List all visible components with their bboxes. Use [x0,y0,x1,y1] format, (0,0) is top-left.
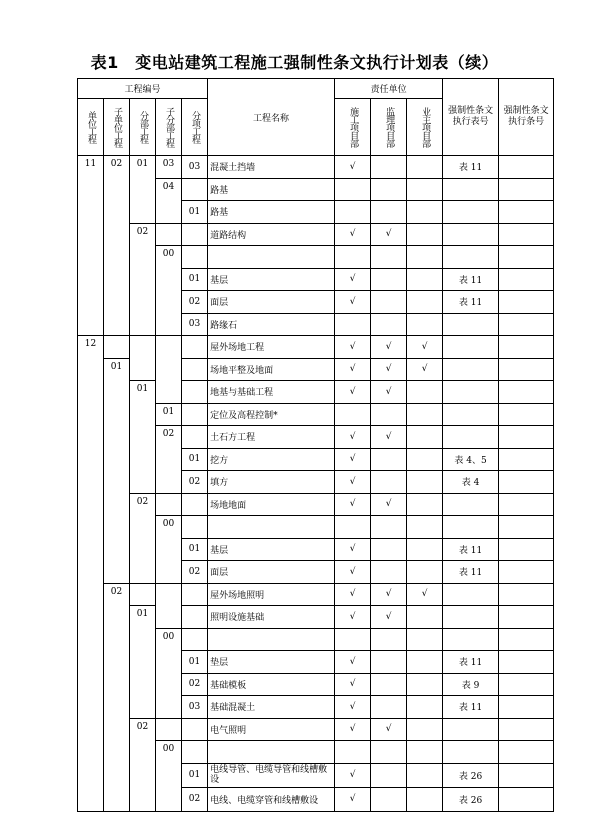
owner-dept-mark [407,787,443,811]
project-name-header: 工程名称 [208,79,335,156]
clause-no-cell [499,471,554,494]
clause-no-cell [499,358,554,381]
clause-no-cell [499,493,554,516]
clause-no-cell [499,201,554,224]
table-no-cell [443,223,499,246]
owner-dept-mark [407,471,443,494]
project-name-cell: 基层 [208,538,335,561]
owner-dept-mark [407,696,443,719]
table-no-cell: 表 11 [443,561,499,584]
division-header [130,99,156,156]
table-no-cell: 表 9 [443,673,499,696]
project-name-cell: 基层 [208,268,335,291]
project-name-cell: 电线导管、电缆导管和线槽敷设 [208,763,335,787]
item-code-cell [182,381,208,404]
unit-code-cell: 11 [78,156,104,336]
table-no-cell [443,516,499,539]
clause-no-cell [499,268,554,291]
construction-dept-mark: √ [335,787,371,811]
project-name-cell [208,246,335,269]
project-name-cell: 电线、电缆穿管和线槽敷设 [208,787,335,811]
supervision-dept-mark: √ [371,583,407,606]
clause-no-cell [499,448,554,471]
table-no-cell: 表 26 [443,787,499,811]
subdivision-code-cell: 00 [156,246,182,336]
clause-no-cell [499,178,554,201]
item-code-cell [182,583,208,606]
table-no-cell [443,718,499,741]
division-code-cell [130,583,156,606]
construction-dept-header [335,99,371,156]
supervision-dept-mark [371,268,407,291]
supervision-dept-mark: √ [371,718,407,741]
table-row [78,583,554,606]
clause-no-cell [499,538,554,561]
item-code-cell [182,718,208,741]
construction-dept-mark: √ [335,156,371,179]
construction-dept-mark [335,178,371,201]
supervision-dept-mark [371,291,407,314]
supervision-dept-mark [371,741,407,764]
unit-code-cell: 12 [78,336,104,812]
project-name-cell: 土石方工程 [208,426,335,449]
project-name-cell: 面层 [208,291,335,314]
item-code-cell [182,403,208,426]
clause-no-cell [499,651,554,674]
table-no-cell [443,381,499,404]
supervision-dept-header [371,99,407,156]
table-no-cell [443,606,499,629]
supervision-dept-header-text: 监理项目部 [384,107,395,147]
item-code-cell: 02 [182,471,208,494]
item-code-cell: 02 [182,291,208,314]
project-name-cell: 路基 [208,201,335,224]
supervision-dept-mark [371,696,407,719]
project-name-cell: 路缘石 [208,313,335,336]
subdivision-header [156,99,182,156]
construction-dept-mark [335,313,371,336]
project-name-cell: 场地地面 [208,493,335,516]
table-no-cell: 表 11 [443,696,499,719]
construction-dept-mark: √ [335,696,371,719]
clause-no-cell [499,336,554,359]
supervision-dept-mark: √ [371,381,407,404]
project-name-cell: 定位及高程控制* [208,403,335,426]
table-row [78,718,554,741]
subdivision-code-cell [156,493,182,516]
subunit-code-cell: 02 [104,156,130,336]
project-name-cell: 照明设施基础 [208,606,335,629]
project-code-group-header: 工程编号 [78,79,208,99]
division-code-cell: 02 [130,223,156,336]
construction-dept-mark: √ [335,673,371,696]
project-name-cell: 电气照明 [208,718,335,741]
owner-dept-mark [407,178,443,201]
supervision-dept-mark [371,651,407,674]
owner-dept-header [407,99,443,156]
item-code-cell [182,628,208,651]
construction-dept-mark [335,628,371,651]
supervision-dept-mark [371,313,407,336]
table-no-cell [443,403,499,426]
owner-dept-header-text: 业主项目部 [420,107,431,147]
construction-dept-mark: √ [335,426,371,449]
item-code-cell: 01 [182,201,208,224]
division-code-cell: 01 [130,381,156,494]
clause-no-cell [499,223,554,246]
unit-header [78,99,104,156]
clause-no-cell [499,718,554,741]
table-no-cell: 表 11 [443,538,499,561]
table-body [78,156,554,812]
clause-no-header [499,79,554,156]
clause-no-cell [499,156,554,179]
table-no-cell [443,493,499,516]
item-code-cell: 03 [182,696,208,719]
item-code-cell [182,516,208,539]
table-no-cell [443,426,499,449]
clause-no-cell [499,246,554,269]
supervision-dept-mark [371,201,407,224]
project-name-cell: 地基与基础工程 [208,381,335,404]
clause-no-cell [499,673,554,696]
responsible-unit-group-header: 责任单位 [335,79,443,99]
subdivision-code-cell: 01 [156,403,182,426]
supervision-dept-mark [371,516,407,539]
supervision-dept-mark [371,763,407,787]
item-code-cell: 01 [182,268,208,291]
subunit-code-cell: 02 [104,583,130,811]
supervision-dept-mark [371,156,407,179]
table-row [78,156,554,179]
item-header-text: 分项工程 [190,111,201,143]
table-no-header-text: 强制性条文执行表号 [448,106,494,127]
construction-dept-mark [335,201,371,224]
owner-dept-mark [407,426,443,449]
construction-dept-mark: √ [335,606,371,629]
project-name-cell: 场地平整及地面 [208,358,335,381]
owner-dept-mark [407,448,443,471]
table-no-cell: 表 11 [443,156,499,179]
owner-dept-mark [407,268,443,291]
construction-dept-mark [335,741,371,764]
supervision-dept-mark [371,403,407,426]
item-code-cell: 03 [182,156,208,179]
supervision-dept-mark: √ [371,223,407,246]
table-no-cell [443,336,499,359]
clause-no-cell [499,628,554,651]
table-no-cell: 表 4 [443,471,499,494]
table-no-cell: 表 4、5 [443,448,499,471]
table-no-cell [443,358,499,381]
clause-no-cell [499,583,554,606]
construction-dept-mark: √ [335,763,371,787]
table-no-cell: 表 11 [443,268,499,291]
supervision-dept-mark [371,246,407,269]
project-name-cell: 填方 [208,471,335,494]
item-code-cell [182,606,208,629]
project-name-cell: 面层 [208,561,335,584]
supervision-dept-mark [371,787,407,811]
clause-no-cell [499,516,554,539]
clause-no-cell [499,741,554,764]
supervision-dept-mark [371,178,407,201]
owner-dept-mark: √ [407,358,443,381]
division-code-cell: 02 [130,718,156,811]
item-code-cell: 03 [182,313,208,336]
table-row [78,223,554,246]
construction-dept-mark: √ [335,223,371,246]
table-no-cell [443,628,499,651]
owner-dept-mark [407,516,443,539]
construction-dept-mark: √ [335,448,371,471]
project-name-cell: 屋外场地工程 [208,336,335,359]
item-code-cell [182,358,208,381]
construction-dept-mark: √ [335,381,371,404]
owner-dept-mark [407,628,443,651]
table-no-cell [443,178,499,201]
construction-dept-mark: √ [335,561,371,584]
owner-dept-mark [407,673,443,696]
construction-dept-mark: √ [335,583,371,606]
construction-dept-mark: √ [335,268,371,291]
subdivision-code-cell: 03 [156,156,182,179]
table-no-cell: 表 11 [443,291,499,314]
subdivision-code-cell: 02 [156,426,182,494]
unit-header-text: 单位工程 [86,111,96,143]
project-name-cell [208,628,335,651]
item-code-cell [182,336,208,359]
project-name-cell: 屋外场地照明 [208,583,335,606]
table-no-cell: 表 26 [443,763,499,787]
owner-dept-mark [407,538,443,561]
owner-dept-mark [407,201,443,224]
supervision-dept-mark: √ [371,606,407,629]
subunit-header [104,99,130,156]
table-row [78,606,554,629]
construction-dept-mark: √ [335,538,371,561]
clause-no-cell [499,561,554,584]
clause-no-cell [499,381,554,404]
subdivision-code-cell [156,223,182,246]
item-code-cell [182,246,208,269]
clause-no-cell [499,787,554,811]
owner-dept-mark [407,291,443,314]
supervision-dept-mark [371,538,407,561]
construction-dept-header-text: 施工项目部 [348,107,359,147]
owner-dept-mark [407,403,443,426]
supervision-dept-mark: √ [371,493,407,516]
project-name-cell: 挖方 [208,448,335,471]
table-row [78,336,554,359]
table-no-cell [443,583,499,606]
item-code-cell [182,493,208,516]
supervision-dept-mark [371,628,407,651]
supervision-dept-mark [371,471,407,494]
clause-no-cell [499,696,554,719]
subunit-code-cell [104,336,130,359]
subunit-header-text: 子单位工程 [112,107,122,147]
subdivision-code-cell: 00 [156,628,182,718]
owner-dept-mark [407,741,443,764]
supervision-dept-mark: √ [371,336,407,359]
division-header-text: 分部工程 [138,111,148,143]
owner-dept-mark [407,651,443,674]
item-code-cell: 01 [182,538,208,561]
subdivision-code-cell: 00 [156,741,182,812]
supervision-dept-mark [371,448,407,471]
item-code-cell: 02 [182,787,208,811]
owner-dept-mark: √ [407,336,443,359]
construction-dept-mark: √ [335,358,371,381]
clause-no-cell [499,763,554,787]
construction-dept-mark [335,516,371,539]
owner-dept-mark [407,493,443,516]
project-name-cell: 路基 [208,178,335,201]
owner-dept-mark [407,718,443,741]
owner-dept-mark [407,763,443,787]
construction-dept-mark: √ [335,493,371,516]
table-no-header [443,79,499,156]
item-code-cell [182,741,208,764]
project-name-cell: 道路结构 [208,223,335,246]
construction-dept-mark: √ [335,651,371,674]
table-no-cell: 表 11 [443,651,499,674]
supervision-dept-mark [371,561,407,584]
table-no-cell [443,246,499,269]
subunit-code-cell: 01 [104,358,130,583]
table-no-cell [443,201,499,224]
item-code-cell [182,178,208,201]
owner-dept-mark [407,606,443,629]
item-header [182,99,208,156]
clause-no-cell [499,291,554,314]
clause-no-cell [499,313,554,336]
subdivision-code-cell [156,336,182,404]
item-code-cell: 01 [182,763,208,787]
clause-no-cell [499,403,554,426]
owner-dept-mark [407,561,443,584]
project-name-cell [208,741,335,764]
project-name-cell: 基础混凝土 [208,696,335,719]
supervision-dept-mark: √ [371,426,407,449]
project-name-cell: 混凝土挡墙 [208,156,335,179]
project-name-cell [208,516,335,539]
owner-dept-mark: √ [407,583,443,606]
execution-plan-table [77,78,554,812]
project-name-cell: 垫层 [208,651,335,674]
division-code-cell: 02 [130,493,156,583]
table-no-cell [443,741,499,764]
subdivision-code-cell [156,583,182,628]
construction-dept-mark: √ [335,336,371,359]
owner-dept-mark [407,246,443,269]
construction-dept-mark: √ [335,718,371,741]
construction-dept-mark: √ [335,291,371,314]
page-title: 表1 变电站建筑工程施工强制性条文执行计划表（续） [90,53,499,72]
project-name-cell: 基础模板 [208,673,335,696]
construction-dept-mark [335,403,371,426]
clause-no-header-text: 强制性条文执行条号 [503,106,549,127]
subdivision-code-cell: 00 [156,516,182,584]
table-no-cell [443,313,499,336]
table-row [78,381,554,404]
clause-no-cell [499,426,554,449]
subdivision-header-text: 子分部工程 [164,107,174,147]
item-code-cell [182,426,208,449]
owner-dept-mark [407,313,443,336]
construction-dept-mark [335,246,371,269]
construction-dept-mark: √ [335,471,371,494]
item-code-cell: 01 [182,448,208,471]
owner-dept-mark [407,223,443,246]
owner-dept-mark [407,381,443,404]
item-code-cell: 02 [182,673,208,696]
item-code-cell: 02 [182,561,208,584]
owner-dept-mark [407,156,443,179]
table-row [78,493,554,516]
division-code-cell [130,336,156,381]
division-code-cell: 01 [130,156,156,224]
supervision-dept-mark [371,673,407,696]
clause-no-cell [499,606,554,629]
item-code-cell [182,223,208,246]
supervision-dept-mark: √ [371,358,407,381]
item-code-cell: 01 [182,651,208,674]
subdivision-code-cell: 04 [156,178,182,223]
division-code-cell: 01 [130,606,156,719]
subdivision-code-cell [156,718,182,741]
